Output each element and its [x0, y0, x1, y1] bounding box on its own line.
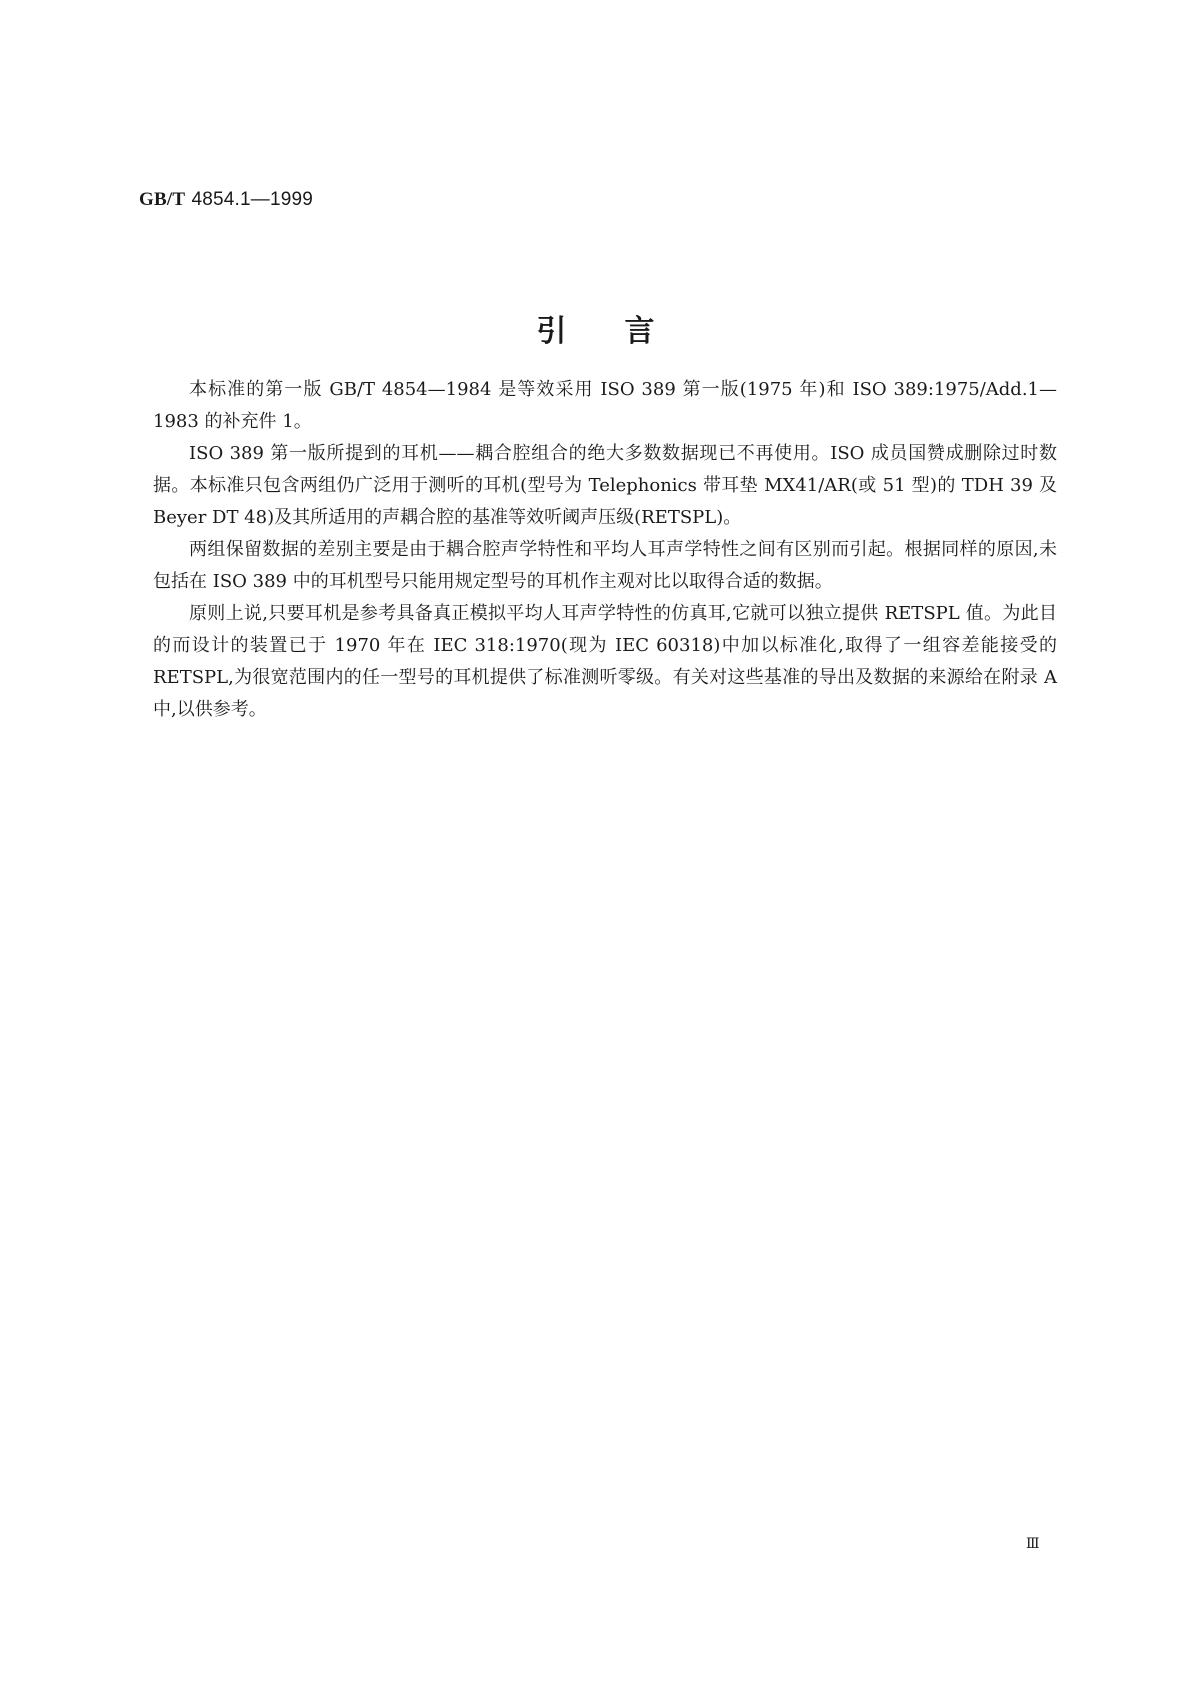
- paragraph: ISO 389 第一版所提到的耳机——耦合腔组合的绝大多数数据现已不再使用。ISO 成员国赞成删除过时数据。本标准只包含两组仍广泛用于测听的耳机(型号为 Telephonics 带耳垫 MX41/AR(或 51 型)的 TDH 39 及 Beyer DT 48)及其所适用的声耦合腔的基准等效听阈声压级(RETSPL)。: [153, 443, 1057, 528]
- paragraph: 两组保留数据的差别主要是由于耦合腔声学特性和平均人耳声学特性之间有区别而引起。根据同样的原因,未包括在 ISO 389 中的耳机型号只能用规定型号的耳机作主观对比以取得合适的数据。: [153, 539, 1057, 592]
- paragraph: 本标准的第一版 GB/T 4854—1984 是等效采用 ISO 389 第一版(1975 年)和 ISO 389:1975/Add.1—1983 的补充件 1。: [153, 379, 1057, 432]
- standard-prefix: GB/T: [139, 189, 186, 210]
- foreword-body: [153, 374, 1057, 726]
- document-header: [139, 188, 313, 211]
- section-title: 引言: [536, 314, 713, 349]
- standard-number: 4854.1—1999: [191, 189, 314, 210]
- paragraph: 原则上说,只要耳机是参考具备真正模拟平均人耳声学特性的仿真耳,它就可以独立提供 RETSPL 值。为此目的而设计的装置已于 1970 年在 IEC 318:1970(现为 IEC 60318)中加以标准化,取得了一组容差能接受的 RETSPL,为很宽范围内的任一型号的耳机提供了标准测听零级。有关对这些基准的导出及数据的来源给在附录 A 中,以供参考。: [153, 603, 1057, 720]
- page-number: Ⅲ: [1026, 1537, 1040, 1552]
